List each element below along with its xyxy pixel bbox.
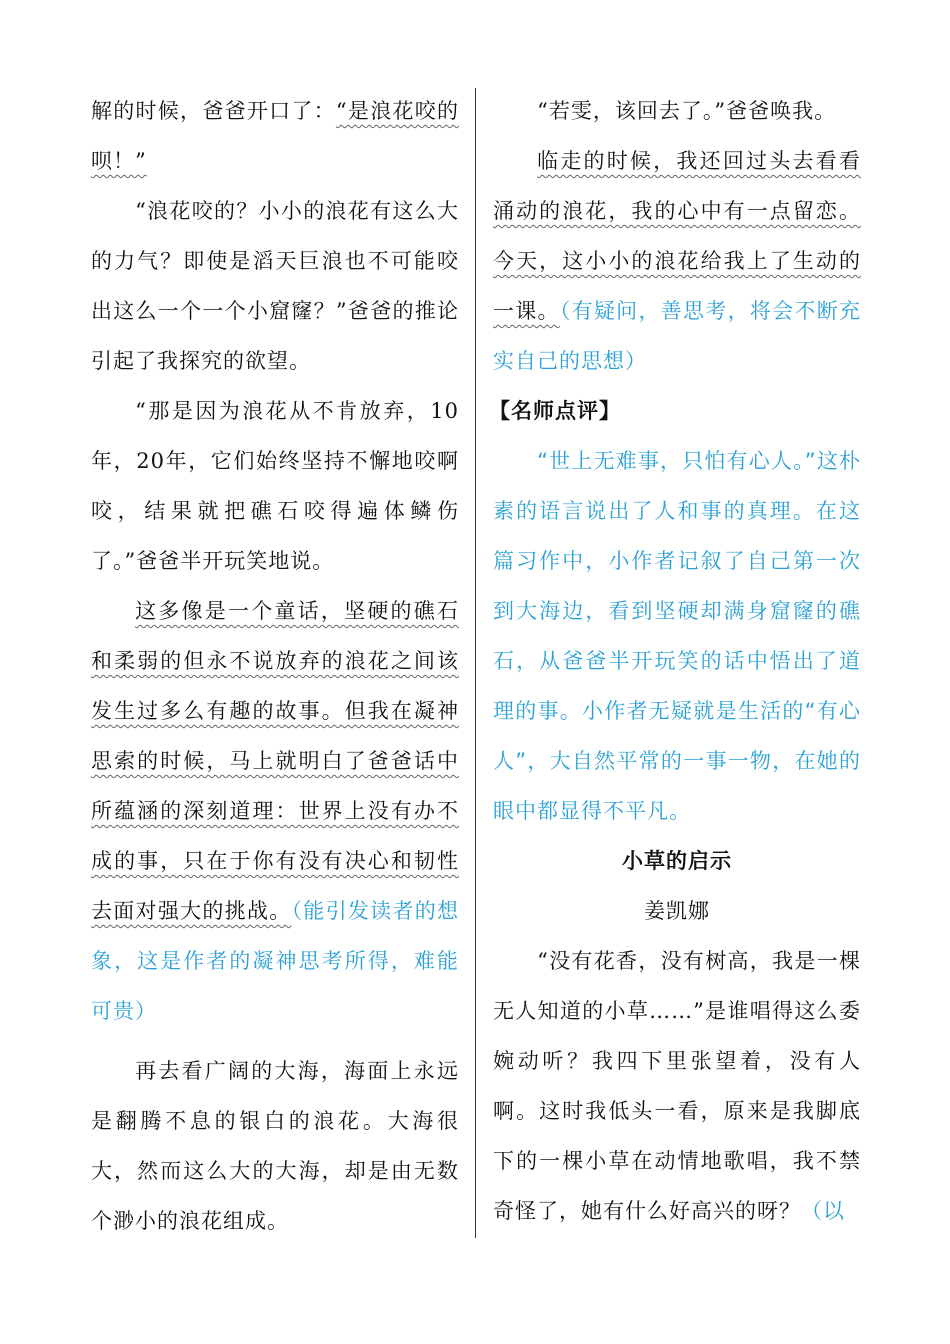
- underlined-leaving: 临走的时候，我还回过头去看看涌动的浪花，我的心中有一点留恋。今天，这小小的浪花给我上了生动的一课。: [493, 149, 861, 323]
- teacher-comment: （能引发读者的想象，这是作者的凝神思考所得，难能可贵）: [91, 899, 459, 1023]
- essay-title: 小草的启示: [622, 849, 732, 873]
- paragraph-grass-song: [493, 936, 861, 1236]
- paragraph-text: “没有花香，没有树高，我是一棵无人知道的小草……”是谁唱得这么委婉动听？我四下里张望着，没有人啊。这时我低头一看，原来是我脚底下的一棵小草在动情地歌唱，我不禁奇怪了，她有什么好高兴的呀？: [493, 949, 861, 1223]
- underlined-quote: “是浪花咬的呗！”: [91, 99, 459, 173]
- teacher-comment: （以: [801, 1199, 845, 1223]
- review-text: “世上无难事，只怕有心人。”这朴素的语言说出了人和事的真理。在这篇习作中，小作者记叙了自己第一次到大海边，看到坚硬却满身窟窿的礁石，从爸爸半开玩笑的话中悟出了道理的事。小作者无疑就是生活的“有心人”，大自然平常的一事一物，在她的眼中都显得不平凡。: [493, 449, 861, 823]
- paragraph-explanation: “那是因为浪花从不肯放弃，10年，20年，它们始终坚持不懈地咬啊咬，结果就把礁石咬得遍体鳞伤了。”爸爸半开玩笑地说。: [91, 399, 459, 573]
- underlined-reflection: 这多像是一个童话，坚硬的礁石和柔弱的但永不说放弃的浪花之间该发生过多么有趣的故事。但我在凝神思索的时候，马上就明白了爸爸话中所蕴涵的深刻道理：世界上没有办不成的事，只在于你有没有决心和韧性去面对强大的挑战。: [91, 599, 459, 923]
- paragraph-leaving: [493, 136, 861, 386]
- paragraph-text: 解的时候，爸爸开口了：: [91, 99, 336, 123]
- essay-author: 姜凯娜: [644, 899, 710, 923]
- paragraph-call-home: “若雯，该回去了。”爸爸唤我。: [537, 99, 837, 123]
- right-column: [489, 86, 861, 1236]
- paragraph-question: “浪花咬的？小小的浪花有这么大的力气？即使是滔天巨浪也不可能咬出这么一个一个小窟窿？”爸爸的推论引起了我探究的欲望。: [91, 199, 459, 373]
- paragraph-dad-answer: [91, 86, 459, 186]
- paragraph-sea: 再去看广阔的大海，海面上永远是翻腾不息的银白的浪花。大海很大，然而这么大的大海，却是由无数个渺小的浪花组成。: [91, 1059, 459, 1233]
- review-heading: 【名师点评】: [489, 399, 621, 423]
- left-column: [91, 86, 459, 1246]
- paragraph-reflection: [91, 586, 459, 1036]
- teacher-comment: （有疑问，善思考，将会不断充实自己的思想）: [493, 299, 861, 373]
- column-divider: [475, 88, 476, 1238]
